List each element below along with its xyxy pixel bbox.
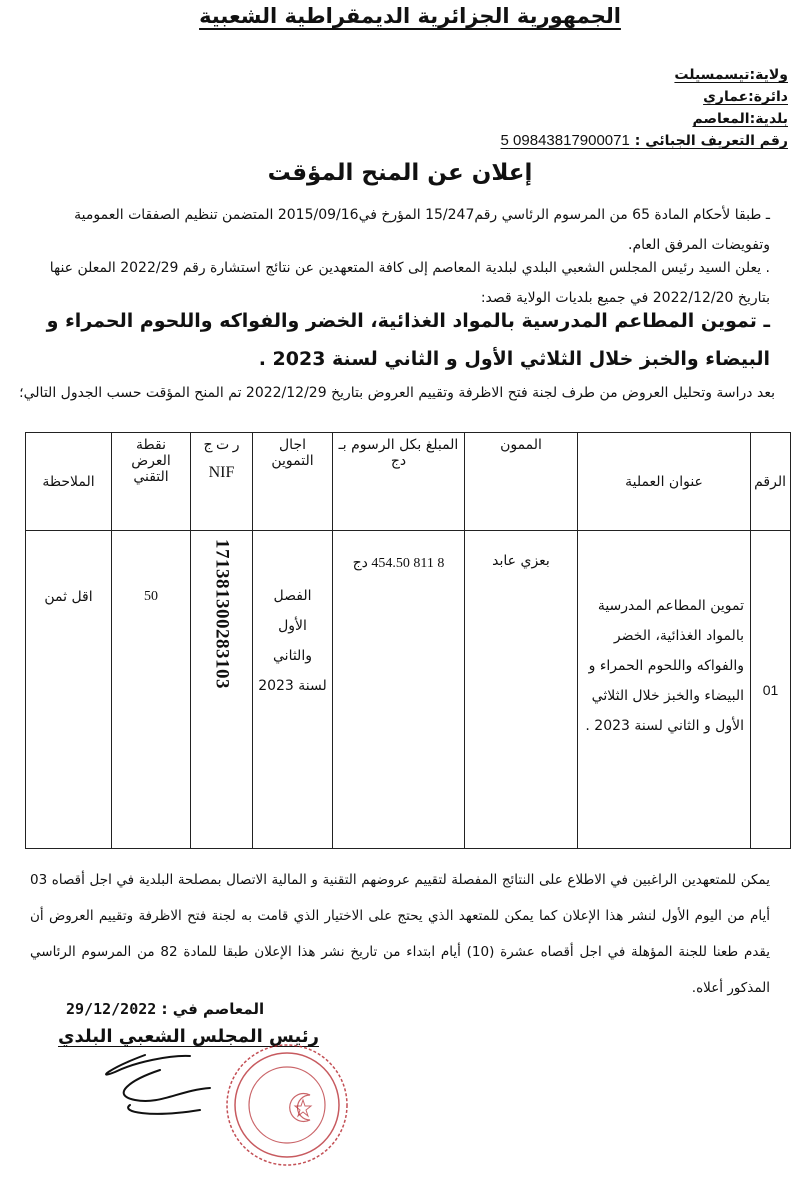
tax-id-value: 09843817900071 5 bbox=[500, 132, 630, 149]
official-stamp-icon bbox=[215, 1040, 360, 1170]
table-row bbox=[26, 531, 791, 849]
header-supplier: الممون bbox=[465, 433, 578, 531]
header-operation-title: عنوان العملية bbox=[578, 433, 751, 531]
handwritten-signature-icon bbox=[90, 1050, 230, 1120]
tax-id-label: رقم التعريف الجبائي : bbox=[634, 133, 788, 149]
header-number: الرقم bbox=[751, 433, 791, 531]
purpose-paragraph: ـ تموين المطاعم المدرسية بالمواد الغذائية، الخضر والفواكه واللحوم الحمراء و البيضاء والخبز خلال الثلاثي الأول و الثاني لسنة 2023 . bbox=[46, 310, 770, 370]
commune-label: بلدية:المعاصم bbox=[692, 111, 788, 127]
state-title: الجمهورية الجزائرية الديمقراطية الشعبية bbox=[199, 4, 621, 28]
signatory-title: رئيس المجلس الشعبي البلدي bbox=[58, 1026, 319, 1047]
row-number: 01 bbox=[751, 531, 791, 849]
row-operation-title: تموين المطاعم المدرسية بالمواد الغذائية، الخضر والفواكه واللحوم الحمراء و البيضاء والخبز خلال الثلاثي الأول و الثاني لسنة 2023 . bbox=[578, 531, 751, 849]
table-header-row bbox=[26, 433, 791, 531]
row-technical-score: 50 bbox=[112, 531, 191, 849]
signature-place: المعاصم في : bbox=[161, 1000, 265, 1018]
appeal-paragraph: يمكن للمتعهدين الراغبين في الاطلاع على النتائج المفصلة لتقييم عروضهم التقنية و المالية الاتصال بمصلحة البلدية في اجل أقصاه 03 أيام من اليوم الأول لنشر هذا الإعلان كما يمكن للمتعهد الذي يحتج على الاختيار الذي قامت به لجنة فتح الاظرفة وتقييم العروض أن يقدم طعنا للجنة المؤهلة في اجل أقصاه عشرة (10) أيام ابتداء من تاريخ نشر هذا الإعلان طبقا للمادة 82 من المرسوم الرئاسي المذكور أعلاه. bbox=[30, 872, 770, 996]
header-nif bbox=[191, 433, 253, 531]
document-title: إعلان عن المنح المؤقت bbox=[267, 160, 533, 186]
header-amount: المبلغ بكل الرسوم بـ دج bbox=[333, 433, 465, 531]
tax-id-line bbox=[501, 130, 788, 152]
header-nif-arabic: ر ت ج bbox=[203, 438, 240, 453]
legal-basis-paragraph: ـ طبقا لأحكام المادة 65 من المرسوم الرئاسي رقم15/247 المؤرخ في2015/09/16 المتضمن تنظيم الصفقات العمومية وتفويضات المرفق العام. bbox=[74, 207, 770, 253]
header-technical-score: نقطة العرض التقني bbox=[112, 433, 191, 531]
row-nif: 171381300283103 bbox=[211, 539, 233, 689]
header-notes: الملاحظة bbox=[26, 433, 112, 531]
signature-place-date bbox=[66, 1000, 264, 1018]
award-results-table bbox=[25, 432, 791, 849]
signature-date: 29/12/2022 bbox=[66, 1000, 157, 1018]
daira-label: دائرة:عماري bbox=[703, 89, 788, 105]
row-notes: اقل ثمن bbox=[26, 531, 112, 849]
announcement-paragraph: . يعلن السيد رئيس المجلس الشعبي البلدي لبلدية المعاصم إلى كافة المتعهدين عن نتائج استشارة رقم 2022/29 المعلن عنها بتاريخ 2022/12/20 في جميع بلديات الولاية قصد: bbox=[49, 260, 770, 306]
row-supplier: بعزي عابد bbox=[465, 531, 578, 849]
header-supply-period: اجال التموين bbox=[253, 433, 333, 531]
row-nif-cell bbox=[191, 531, 253, 849]
header-nif-latin: NIF bbox=[208, 464, 235, 481]
evaluation-paragraph: بعد دراسة وتحليل العروض من طرف لجنة فتح الاظرفة وتقييم العروض بتاريخ 2022/12/29 تم المنح المؤقت حسب الجدول التالي؛ bbox=[19, 385, 775, 401]
wilaya-label: ولاية:تيسمسيلت bbox=[674, 67, 788, 83]
row-amount: 8 811 454.50 دج bbox=[333, 531, 465, 849]
administrative-header bbox=[501, 64, 788, 152]
row-supply-period: الفصل الأول والثاني لسنة 2023 bbox=[253, 531, 333, 849]
